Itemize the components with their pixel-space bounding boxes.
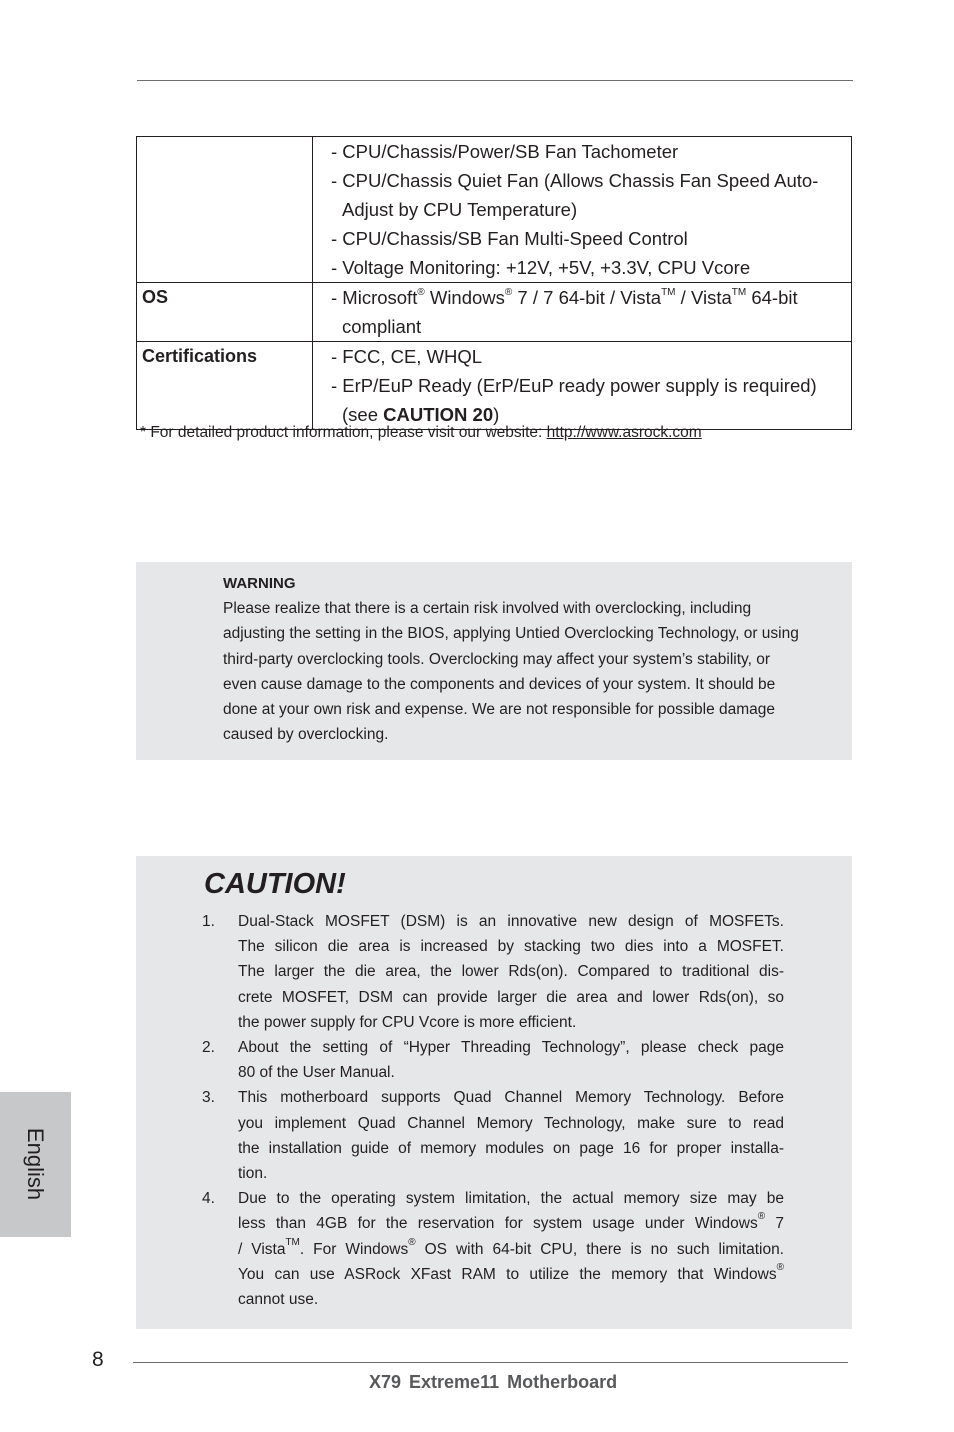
warning-text: Please realize that there is a certain risk involved with overclocking, including adjusting the setting in the BIOS, applying Untied Overclocking Technology, or using third-party overclocking tools. Overclocking may affect your system’s stability, or even cause damage to the components and devices of your system. It should be done at your own risk and expense. We are not responsible for possible damage caused by overclocking. bbox=[223, 600, 799, 744]
spec-line: - CPU/Chassis/Power/SB Fan Tachometer bbox=[331, 141, 679, 162]
row-values bbox=[313, 137, 852, 283]
spec-line: - CPU/Chassis Quiet Fan (Allows Chassis Fan Speed Auto- bbox=[331, 170, 819, 191]
row-values-certifications bbox=[313, 342, 852, 430]
table-row bbox=[137, 283, 852, 342]
footer-title: X79 Extreme11 Motherboard bbox=[369, 1372, 618, 1392]
spec-line: (see CAUTION 20) bbox=[342, 404, 500, 425]
row-label bbox=[137, 137, 313, 283]
warning-box bbox=[136, 562, 852, 760]
row-label-certifications: Certifications bbox=[137, 342, 313, 430]
row-label-os: OS bbox=[137, 283, 313, 342]
list-item: 2. About the setting of “Hyper Threading Technology”, please check page 80 of the User Manual. bbox=[202, 1039, 784, 1082]
os-line: - Microsoft® Windows® 7 / 7 64-bit / Vista™ / Vista™ 64-bit bbox=[331, 287, 798, 308]
warning-title: WARNING bbox=[223, 575, 296, 592]
spec-table bbox=[136, 136, 852, 430]
caution-list bbox=[202, 909, 784, 1312]
table-row bbox=[137, 137, 852, 283]
spec-line: Adjust by CPU Temperature) bbox=[342, 199, 578, 220]
language-label: English bbox=[23, 1127, 48, 1201]
list-item: 1. Dual-Stack MOSFET (DSM) is an innovative new design of MOSFETs. The silicon die area is increased by stacking two dies into a MOSFET. The larger the die area, the lower Rds(on). Compared to traditional dis- crete MOSFET, DSM can provide larger die area and lower Rds(on), so the power supply for CPU Vcore is more efficient. bbox=[202, 913, 784, 1031]
table-row bbox=[137, 342, 852, 430]
spec-line: - ErP/EuP Ready (ErP/EuP ready power supply is required) bbox=[331, 375, 817, 396]
spec-line: - CPU/Chassis/SB Fan Multi-Speed Control bbox=[331, 228, 688, 249]
top-divider bbox=[137, 80, 853, 81]
caution-title: CAUTION! bbox=[204, 868, 346, 900]
os-line-cont: compliant bbox=[342, 316, 422, 337]
page-number: 8 bbox=[92, 1348, 104, 1371]
caution-box bbox=[136, 856, 852, 1329]
list-item: 4. Due to the operating system limitation, the actual memory size may be less than 4GB for the reservation for system usage under Windows® 7 / Vista™. For Windows® OS with 64-bit CPU, there is no such limitation. You can use ASRock XFast RAM to utilize the memory that Windows® cannot use. bbox=[202, 1190, 784, 1309]
spec-line: - Voltage Monitoring: +12V, +5V, +3.3V, CPU Vcore bbox=[331, 257, 751, 278]
footnote: * For detailed product information, please visit our website: http://www.asrock.com bbox=[140, 424, 702, 441]
language-tab bbox=[0, 1092, 71, 1237]
row-values-os bbox=[313, 283, 852, 342]
bottom-divider bbox=[133, 1362, 848, 1363]
list-item: 3. This motherboard supports Quad Channel Memory Technology. Before you implement Quad Channel Memory Technology, make sure to read the installation guide of memory modules on page 16 for proper installa- tion. bbox=[202, 1089, 784, 1183]
caution-ref: CAUTION 20 bbox=[383, 404, 494, 425]
spec-line: - FCC, CE, WHQL bbox=[331, 346, 483, 367]
website-link[interactable]: http://www.asrock.com bbox=[546, 424, 702, 441]
